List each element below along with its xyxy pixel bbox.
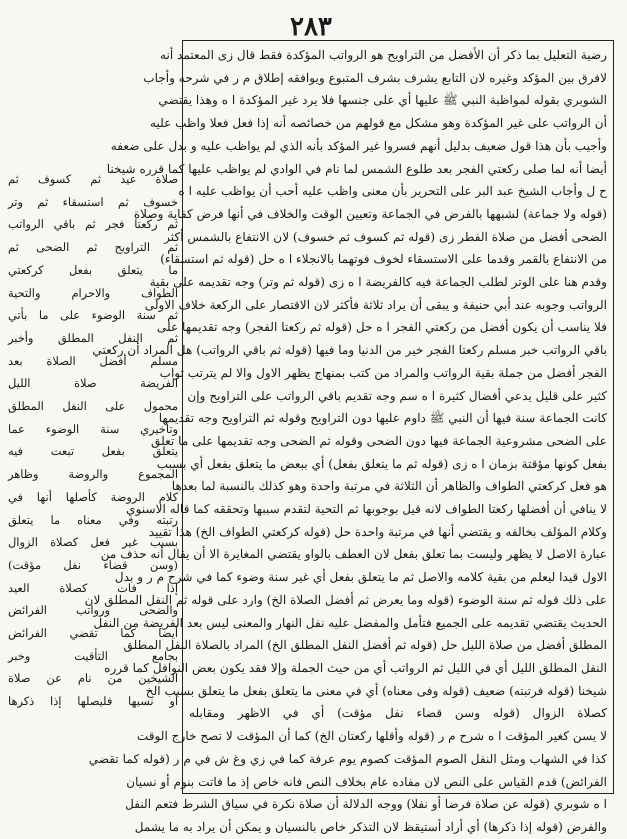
main-text-line: والفرض (قوله إذا ذكرها) أي أراد أستيقظ لان التذكر خاص بالنسيان و يمكن أن يراد به ما يشمل	[134, 819, 607, 834]
main-text-line: الفرائض) قدم القياس على النص لان مفاده عام بخلاف النص فانه خاص إذ ما فاتت بنوم أو نسيان	[126, 774, 607, 789]
margin-text-line: والضحى ورواتب الفرائض	[8, 603, 178, 618]
margin-text-line: الطواف والاحرام والتحية	[8, 285, 178, 300]
main-text-line: عبارة الاصل لا يظهر وليست بما تعلق بفعل لان العطف بالواو يقتضي المغايرة الا أن يقال أنه حذف من	[100, 547, 607, 562]
main-text-line: أن الرواتب على غير المؤكدة وهو مشكل مع قولهم من خصائصه أنه إذا فعل فعلا واظب عليه	[149, 116, 607, 131]
margin-text-line: إذا فات كصلاة العيد	[8, 580, 178, 595]
main-text-line: على الضحى مشروعية الجماعة فيها دون الضحى وقوله ثم الضحى وجه تقديمها على ما تعلق	[151, 433, 607, 448]
margin-text-line: بجامع التأقيت وخبر	[8, 648, 178, 663]
main-text-line: بفعل كونها مؤقتة بزمان ا ه زى (قوله ثم ما يتعلق بفعل) أي ببعض ما يتعلق بفعل أي بسبب	[156, 456, 607, 471]
main-text-line: الشوبري بقوله لمواظبة النبي ﷺ عليها أي على جنسها فلا يرد غير المؤكدة ا ه وهذا يقتضي	[158, 93, 607, 108]
main-text-line: ح ل وأجاب الشيخ عبد البر على التحرير بأن معنى واظب عليه أحب أن يواظب عليه ا ه	[178, 184, 607, 199]
main-text-line: لا يسن كغير المؤقت ا ه شرح م ر (قوله وأقلها ركعتان الخ) كما أن المؤقت لا تصح خارج الوقت	[136, 729, 607, 744]
main-text-line: الرواتب وجوبه عند أبي حنيفة و يبقى أن يراد ثلاثة فأكثر لان الاقتصار على الركعة خلاف الاولى	[144, 297, 607, 312]
margin-text-line: المجموع والروضة وظاهر	[8, 467, 178, 482]
main-text-line: كانت الجماعة سنة فيها أن النبي ﷺ داوم عليها دون التراويح وقوله ثم التراويح وجه تقديمها	[158, 411, 607, 426]
margin-text-line: مسلم أفضل الصلاة بعد	[8, 353, 178, 368]
margin-text-line: الفريضة صلاة الليل	[8, 376, 178, 391]
margin-text-line: (وسن قضاء نفل مؤقت)	[8, 557, 178, 572]
margin-text-line: ثم ركعتا فجر ثم باقي الرواتب	[8, 217, 178, 232]
margin-text-line: ثم النفل المطلق وأخبر	[8, 330, 178, 345]
main-text-line: الحديث يقتضي تقديمه على الجميع فتأمل والمفضل عليه نفل النهار والمعنى ليس بعد الفريضة من النفل	[93, 615, 607, 630]
margin-text-line: الشيخين من نام عن صلاة	[8, 671, 178, 686]
main-text-line: وكلام المؤلف بخالفه و يقتضي أنها في مرتبة واحدة حل (قوله كركعتي الطواف الخ) هذا تقييد	[148, 524, 607, 539]
main-text-line: (قوله ولا جماعة) لشبهها بالفرض في الجماعة وتعيين الوقت والخلاف في أنها فرض كفاية وصلاة	[133, 206, 607, 221]
margin-text-line: صلاة عيد ثم كسوف ثم	[8, 172, 178, 186]
main-text-line: فلا يناسب أن يكون أفضل من ركعتي الفجر ا ه حل (قوله ثم ركعتا الفجر) وجه تقديمها على	[156, 320, 607, 335]
margin-text-line: ثم سنة الوضوء على ما بأتي	[8, 308, 178, 323]
main-text-line: وقدم هنا على الوتر لطلب الجماعة فيه كالفريضة ا ه زى (قوله ثم وتر) وجه تقديمه على بقية	[149, 275, 607, 290]
main-text-line: كصلاة الزوال (قوله وسن قضاء نفل مؤقت) أي في الاظهر ومقابله	[189, 706, 607, 721]
margin-text-line: ثم التراويح ثم الضحى ثم	[8, 240, 178, 255]
margin-text-line: محمول على النفل المطلق	[8, 399, 178, 414]
main-text-line: باقي الرواتب خبر مسلم ركعتا الفجر خير من الدنيا وما فيها (قوله ثم باقي الرواتب) هل المراد أن ركعتي	[92, 343, 607, 358]
main-text-line: وأجيب بأن هذا قول ضعيف بدليل أنهم فسروا غير المؤكد بأنه الذي لم يواظب عليه و بدل على ضعفه	[110, 138, 607, 153]
main-text-line: شيخنا (قوله فرتبته) ضعيف (قوله وفى معناه) أي في معنى ما يتعلق بفعل ما يتعلق بسبب الخ	[145, 683, 607, 698]
margin-text-line: أيضا كما تقضي الفرائض	[8, 626, 178, 641]
main-text-line: الاول قيدا ليعلم من بقية كلامه والاصل ثم ما يتعلق بفعل أي غير سنة وضوء كما في شرح م ر و بدل	[114, 570, 607, 585]
main-text-line: هو فعل كركعتي الطواف والظاهر أن الثلاثة في مرتبة واحدة وهو كذلك بالنسبة لما بعدها	[171, 479, 607, 494]
main-text-line: المطلق أفضل من صلاة الليل حل (قوله ثم أفضل النفل المطلق الخ) المراد بالصلاة النفل المطلق	[123, 638, 607, 653]
page-number: ٢٨٣	[290, 12, 332, 42]
main-text-line: ا ه شوبري (قوله عن صلاة فرضا أو نفلا) ووجه الدلالة أن صلاة نكرة في سياق الشرط فتعم النفل	[125, 797, 607, 812]
main-text-line: الضحى أفضل من صلاة الفطر زى (قوله ثم كسوف ثم خسوف) لان الانتفاع بالشمس أكثر	[164, 229, 607, 244]
main-text-line: النفل المطلق الليل أي في الليل ثم الرواتب أي من حيث الجملة وإلا فقد يكون بعض النوافل كما قرره	[104, 660, 607, 675]
main-text-line: أيضا أنه لما صلى ركعتي الفجر بعد طلوع الشمس لما نام في الوادي لم يواظب عليها كما قرره شيخنا	[106, 161, 607, 176]
margin-text-line: خسوف ثم استسقاء ثم وتر	[8, 194, 178, 209]
main-text-line: من الانتفاع بالقمر وقدما على الاستسقاء لخوف فوتهما بالانجلاء ا ه حل (قوله ثم استسقاء)	[160, 252, 607, 267]
main-text-line: كثير على قليل يدعي أفضال كثيرة ا ه سم وجه تقديم باقي الرواتب على التراويح وإن	[187, 388, 607, 403]
margin-text-line: بسبب غير فعل كصلاة الزوال	[8, 535, 178, 550]
margin-text-line: رتبته وفي معناه ما يتعلق	[8, 512, 178, 527]
main-text-line: لا ينافي أن أفضلها ركعتا الطواف لانه قيل بوجوبها ثم التحية لتقدم سببها وتحققه كما قاله الاسنوي	[126, 502, 607, 517]
main-text-line: كذا في الشهاب ومثل النفل الصوم المؤقت كصوم يوم عرفة كما في زي وغ ش في م ر (قوله كما تقضي	[88, 751, 607, 766]
main-text-line: لافرق بين المؤكد وغيره لان التابع يشرف بشرف المتبوع ويوافقه إطلاق م ر في شرحه وأجاب	[143, 70, 607, 85]
margin-text-line: يتعلق بفعل تبعت فيه	[8, 444, 178, 459]
main-text-line: على ذلك قوله ثم سنة الوضوء (قوله وما يعرض ثم أفضل الصلاة الخ) وارد على قوله ثم النفل المطلق لان	[84, 592, 607, 607]
margin-text-line: ما يتعلق بفعل كركعتي	[8, 262, 178, 277]
margin-text-line: وتأخيري سنة الوضوء عما	[8, 421, 178, 436]
main-text-line: رضية التعليل بما ذكر أن الأفضل من التراويح هو الرواتب المؤكدة فقط قال زى المعتمد أنه	[160, 48, 607, 62]
margin-text-line: كلام الروضة كأصلها أنها في	[8, 489, 178, 504]
margin-text-line: أو نسيها فليصلها إذا ذكرها	[8, 694, 178, 709]
main-text-line: الفجر أفضل من جملة بقية الرواتب والمراد من كتب بمنهاج يظهر الاول والا لم يترتب ثواب	[159, 365, 607, 380]
